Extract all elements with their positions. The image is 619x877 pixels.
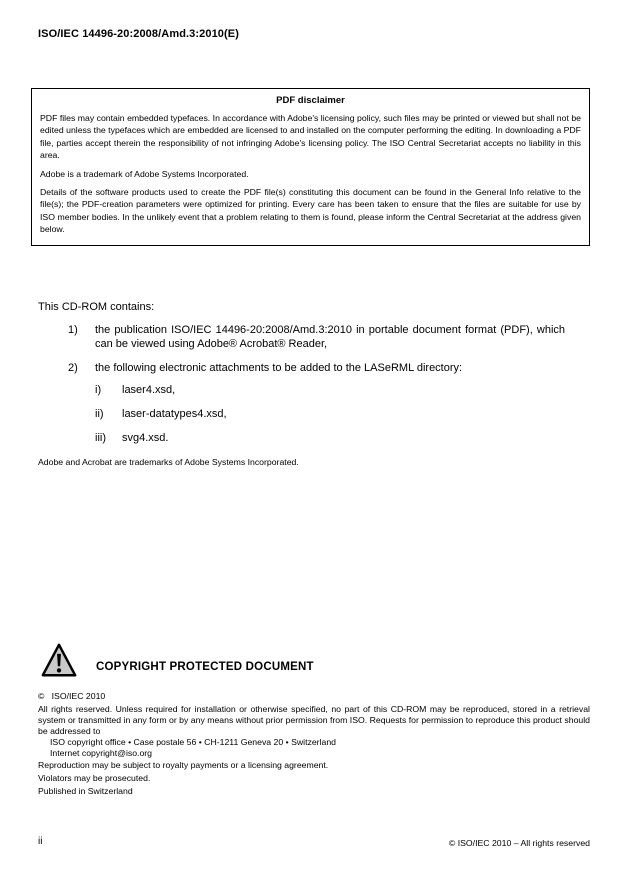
footer-copyright: © ISO/IEC 2010 – All rights reserved (448, 838, 590, 848)
attachment-list-item (95, 432, 168, 446)
attachment-list-item (95, 408, 227, 422)
iso-address-block (50, 737, 336, 758)
document-reference-header: ISO/IEC 14496-20:2008/Amd.3:2010(E) (38, 28, 239, 40)
copyright-year-line: © ISO/IEC 2010 (38, 691, 106, 701)
pdf-disclaimer-box (31, 88, 590, 246)
list-item (68, 362, 565, 376)
published-note: Published in Switzerland (38, 786, 133, 796)
list-item-marker: 2) (68, 362, 78, 374)
pdf-disclaimer-paragraph: Details of the software products used to create the PDF file(s) constituting this document can be found in the General Info relative to the file(s); the PDF-creation parameters were optimized for printing. Every care has been taken to ensure that the files are suitable for use by ISO member bodies. In the unlikely event that a problem relating to them is found, please inform the Central Secretariat at the address given below. (40, 187, 581, 235)
attachment-filename: laser-datatypes4.xsd, (122, 408, 227, 420)
pdf-disclaimer-paragraph: Adobe is a trademark of Adobe Systems Incorporated. (40, 168, 249, 179)
iso-email-line: Internet copyright@iso.org (50, 747, 153, 758)
copyright-banner (40, 641, 314, 680)
attachment-filename: laser4.xsd, (122, 384, 176, 396)
copyright-protected-heading: COPYRIGHT PROTECTED DOCUMENT (96, 660, 314, 673)
list-item-text: the following electronic attachments to be added to the LASeRML directory: (95, 362, 463, 374)
violators-note: Violators may be prosecuted. (38, 773, 151, 783)
pdf-disclaimer-title: PDF disclaimer (276, 95, 345, 106)
cdrom-contents-intro: This CD-ROM contains: (38, 301, 155, 313)
trademark-note: Adobe and Acrobat are trademarks of Adobe Systems Incorporated. (38, 457, 299, 467)
all-rights-reserved-text: All rights reserved. Unless required for installation or otherwise specified, no part of this CD-ROM may be reproduced, stored in a retrieval system or transmitted in any form or by any means without prior permission from ISO. Requests for permission to reproduce this product should be addressed to (38, 704, 590, 737)
attachment-filename: svg4.xsd. (122, 432, 169, 444)
list-item-marker: ii) (95, 408, 104, 420)
list-item-marker: iii) (95, 432, 106, 444)
royalty-note: Reproduction may be subject to royalty payments or a licensing agreement. (38, 760, 329, 770)
attachment-list-item (95, 384, 175, 398)
warning-triangle-icon (40, 641, 78, 680)
list-item-marker: 1) (68, 324, 78, 336)
list-item-marker: i) (95, 384, 102, 396)
iso-address-line: ISO copyright office • Case postale 56 • CH-1211 Geneva 20 • Switzerland (50, 737, 336, 747)
list-item-text: the publication ISO/IEC 14496-20:2008/Amd.3:2010 in portable document format (PDF), which can be viewed using Adobe® Acrobat® Reader, (95, 324, 565, 350)
list-item (68, 324, 565, 351)
pdf-disclaimer-paragraph: PDF files may contain embedded typefaces. In accordance with Adobe's licensing policy, such files may be printed or viewed but shall not be edited unless the typefaces which are embedded are licensed to and installed on the computer performing the editing. In downloading a PDF file, parties accept therein the responsibility of not infringing Adobe's licensing policy. The ISO Central Secretariat accepts no liability in this area. (40, 113, 581, 161)
page-number: ii (38, 836, 43, 847)
